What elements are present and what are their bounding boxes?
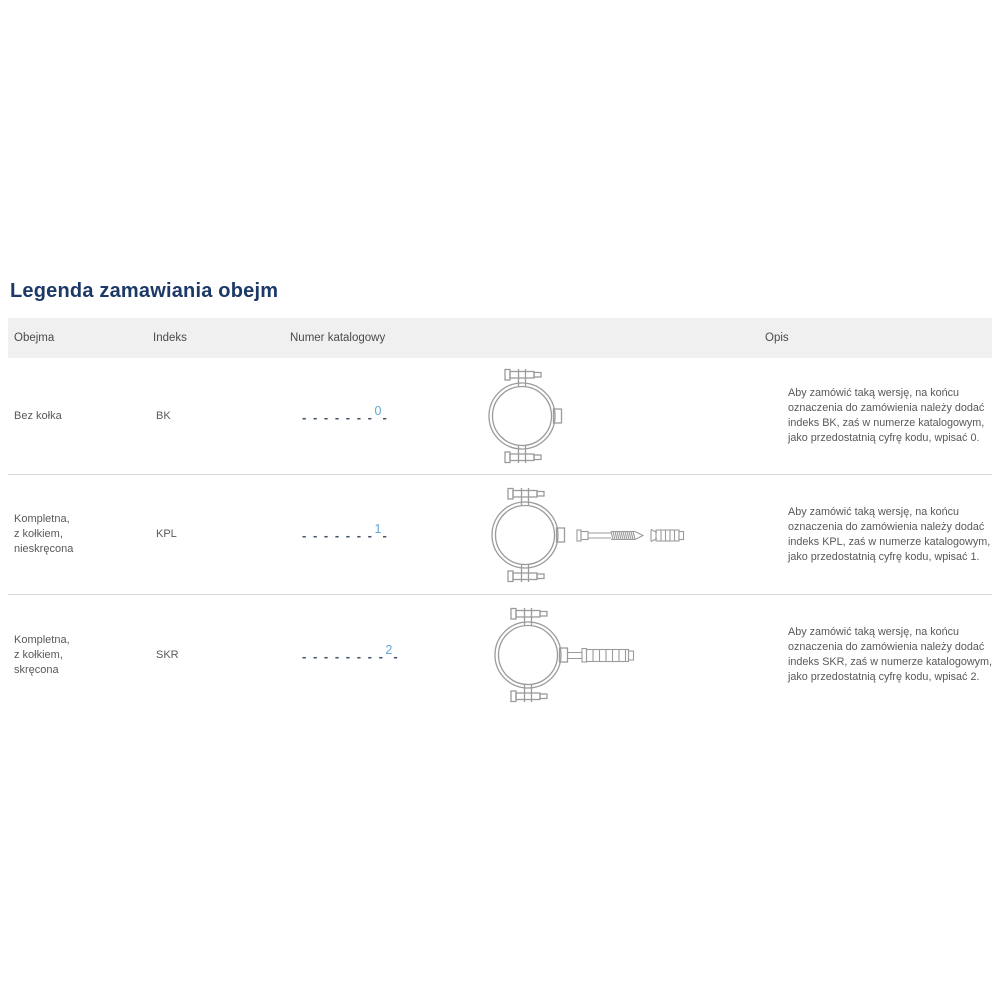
table-row-bk (8, 358, 992, 475)
column-header-obejma: Obejma (14, 332, 55, 344)
clamp-type-line: Kompletna, (14, 513, 70, 525)
order-description: Aby zamówić taką wersję, na końcu oznaczenia do zamówienia należy dodać indeks BK, zaś w numerze katalogowym, jako przedostatnią cyfrę kodu, wpisać 0. (788, 387, 985, 444)
wall-plug (651, 529, 684, 541)
catalog-number-pattern (302, 475, 388, 594)
catalog-digit: 1 (374, 522, 382, 536)
pipe-clamp-with-hanger-bolt-and-wall-plug-drawing (485, 475, 687, 594)
screwed-in-anchor (568, 649, 634, 663)
order-description: Aby zamówić taką wersję, na końcu oznaczenia do zamówienia należy dodać indeks SKR, zaś w numerze katalogowym, jako przedostatnią cyfrę kodu, wpisać 2. (788, 626, 993, 683)
clamp-type-line: Kompletna, (14, 633, 70, 646)
table-header (8, 318, 992, 358)
clamp-type-line: z kołkiem, (14, 648, 63, 661)
clamp-type-line: Bez kołka (14, 409, 62, 422)
page-title: Legenda zamawiania obejm (10, 280, 279, 302)
clamp-type-label (14, 595, 70, 715)
clamp-type-label (14, 475, 73, 594)
clamp-type-label (14, 358, 62, 474)
catalog-dash-suffix: - (393, 648, 400, 664)
clamp-type-line: z kołkiem, (14, 528, 63, 540)
catalog-dashes: - - - - - - - (302, 409, 374, 425)
table-row-kpl (8, 475, 992, 595)
catalog-dash-suffix: - (382, 409, 389, 425)
hanger-bolt (577, 530, 643, 541)
catalog-dash-suffix: - (382, 528, 389, 543)
index-code: SKR (156, 648, 179, 661)
index-code: KPL (156, 528, 177, 540)
clamp-type-line: skręcona (14, 663, 59, 676)
catalog-digit: 0 (374, 403, 382, 418)
column-header-opis: Opis (765, 332, 789, 344)
catalog-dashes: - - - - - - - (302, 528, 374, 543)
pipe-clamp-drawing (482, 358, 564, 474)
catalog-number-pattern (302, 595, 399, 715)
clamp-type-line: nieskręcona (14, 543, 74, 555)
column-header-indeks: Indeks (153, 332, 187, 344)
catalog-dashes: - - - - - - - - (302, 648, 385, 664)
order-description: Aby zamówić taką wersję, na końcu oznaczenia do zamówienia należy dodać indeks KPL, zaś w numerze katalogowym, jako przedostatnią cyfrę kodu, wpisać 1. (788, 505, 991, 563)
table-row-skr (8, 595, 992, 715)
column-header-numer-katalogowy: Numer katalogowy (290, 332, 386, 344)
pipe-clamp-with-screwed-in-anchor-drawing (488, 595, 663, 715)
catalog-digit: 2 (385, 642, 393, 657)
catalog-number-pattern (302, 358, 388, 474)
index-code: BK (156, 409, 171, 422)
